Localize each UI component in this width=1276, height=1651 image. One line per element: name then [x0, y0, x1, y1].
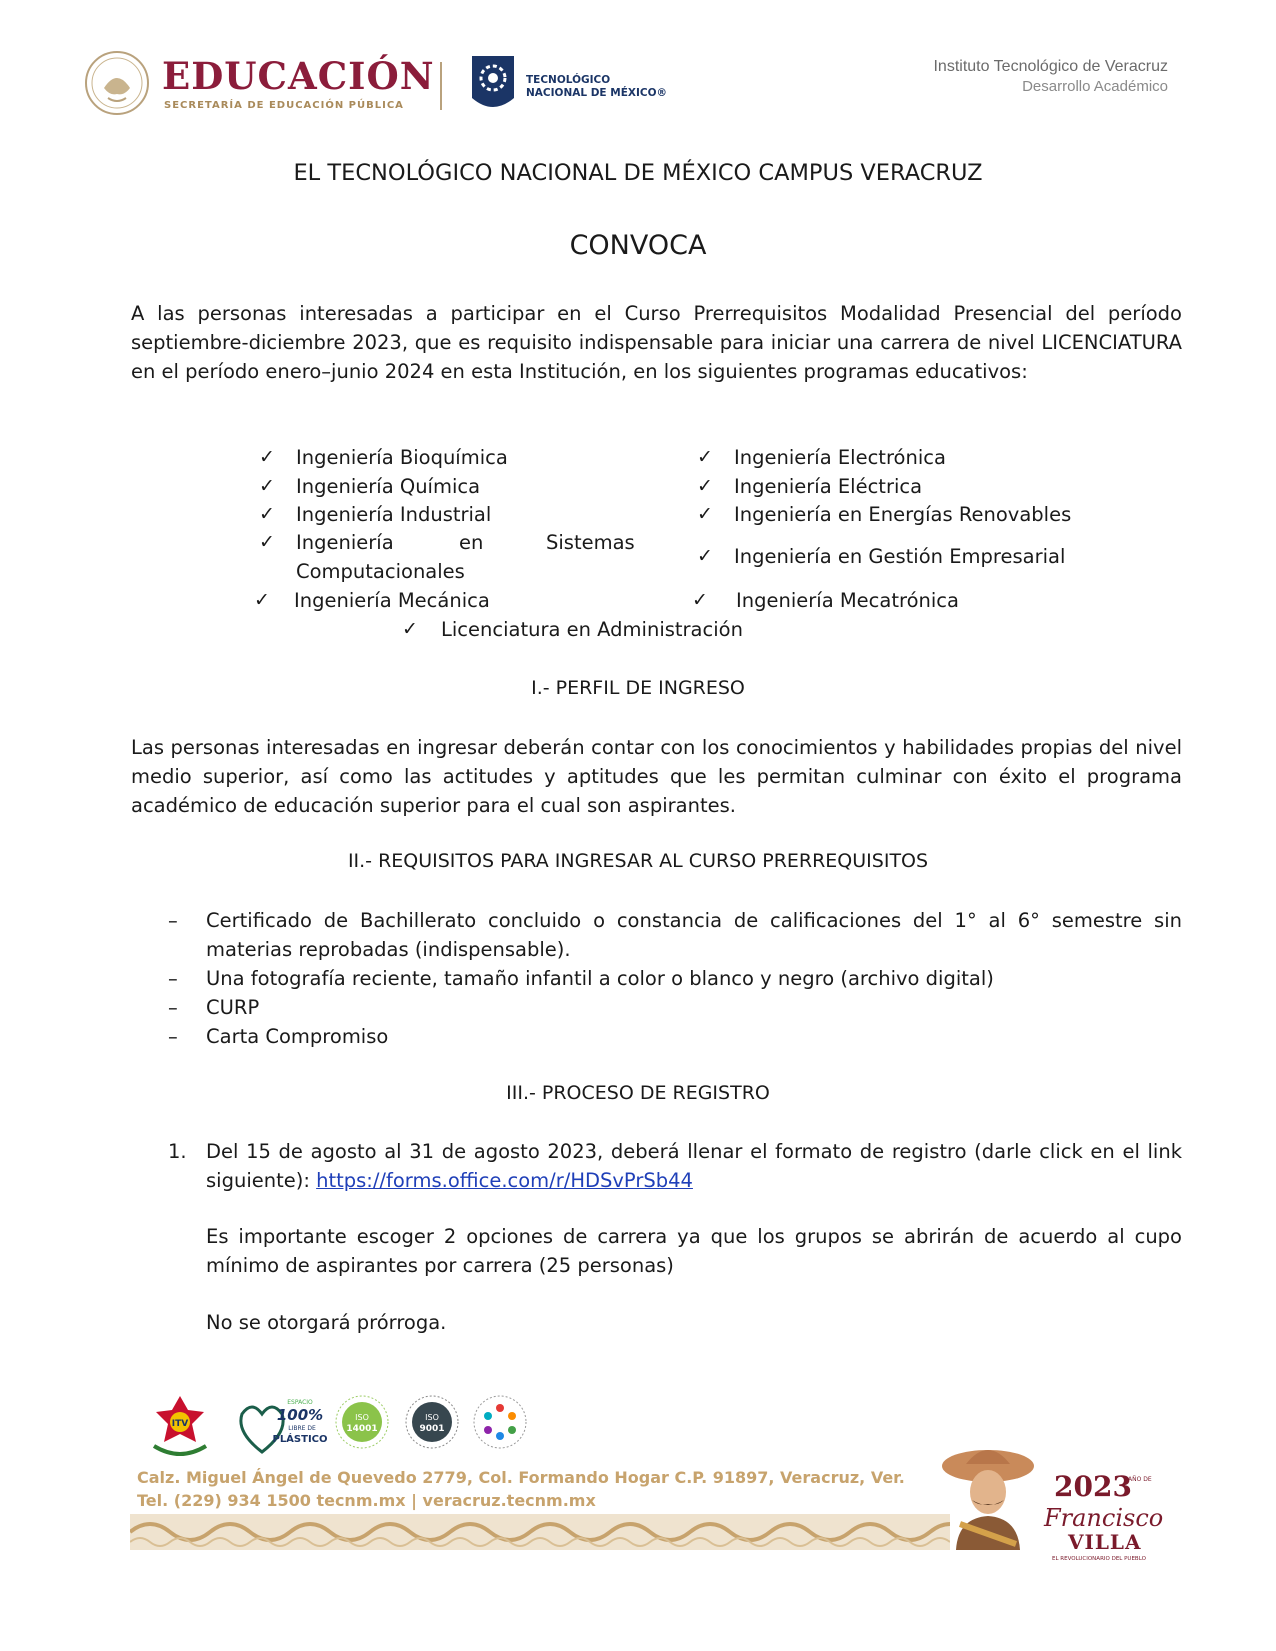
check-icon: ✓	[259, 475, 275, 497]
section-heading-perfil: I.- PERFIL DE INGRESO	[531, 677, 745, 699]
step-number: 1.	[168, 1140, 187, 1163]
requirement-text: Carta Compromiso	[206, 1025, 389, 1048]
check-icon: ✓	[259, 503, 275, 525]
iso2-number: 9001	[419, 1424, 445, 1434]
department-name: Desarrollo Académico	[1022, 78, 1168, 95]
mexico-seal-icon	[84, 50, 150, 116]
document-title: EL TECNOLÓGICO NACIONAL DE MÉXICO CAMPUS VERACRUZ	[293, 160, 983, 186]
educacion-logo	[84, 50, 464, 120]
tecnm-shield-icon	[470, 52, 516, 118]
plastic-line4: PLÁSTICO	[272, 1434, 328, 1445]
dash-bullet: –	[168, 1025, 178, 1048]
plastic-line2: 100%	[276, 1406, 324, 1424]
dash-bullet: –	[168, 967, 178, 990]
requirement-text: Una fotografía reciente, tamaño infantil a color o blanco y negro (archivo digital)	[206, 967, 994, 990]
institution-name: Instituto Tecnológico de Veracruz	[933, 58, 1168, 75]
check-icon: ✓	[259, 446, 275, 468]
check-icon: ✓	[697, 446, 713, 468]
perfil-paragraph: Las personas interesadas en ingresar deberán contar con los conocimientos y habilidades propias del nivel medio superior, así como las actitudes y aptitudes que les permitan culminar con éxito el programa académico de educación superior para el cual son aspirantes.	[131, 736, 1182, 817]
tecnm-name	[526, 74, 667, 100]
registration-form-link[interactable]: https://forms.office.com/r/HDSvPrSb44	[316, 1169, 693, 1192]
francisco-villa-portrait	[938, 1440, 1038, 1550]
tecnm-name-line1: TECNOLÓGICO	[526, 74, 611, 86]
program-item: Ingeniería Electrónica	[734, 446, 946, 469]
program-item: Licenciatura en Administración	[441, 618, 743, 641]
dash-bullet: –	[168, 909, 178, 932]
plastic-free-icon	[232, 1392, 328, 1458]
dash-bullet: –	[168, 996, 178, 1019]
program-item: Ingeniería en Gestión Empresarial	[734, 545, 1066, 568]
plastic-line3: LIBRE DE	[288, 1425, 316, 1432]
educacion-wordmark: EDUCACIÓN	[162, 54, 435, 98]
tecnm-logo	[470, 52, 670, 122]
iso-14001-icon	[334, 1392, 390, 1456]
program-item-word: Ingeniería	[296, 531, 394, 554]
iso2-label: ISO	[425, 1413, 439, 1422]
villa-name-first: Francisco	[1044, 1504, 1164, 1532]
check-icon: ✓	[259, 531, 275, 553]
decorative-pattern	[130, 1514, 950, 1550]
requirement-text: CURP	[206, 996, 260, 1019]
gender-equality-icon	[472, 1392, 528, 1456]
check-icon: ✓	[697, 545, 713, 567]
check-icon: ✓	[697, 503, 713, 525]
requirement-item	[168, 964, 994, 993]
itv-label: ITV	[171, 1419, 189, 1429]
iso-9001-icon	[404, 1392, 460, 1456]
header-divider	[440, 62, 442, 110]
section-heading-registro: III.- PROCESO DE REGISTRO	[506, 1082, 770, 1104]
iso1-number: 14001	[346, 1424, 378, 1434]
program-item: Ingeniería Mecatrónica	[736, 589, 959, 612]
iso1-label: ISO	[355, 1413, 369, 1422]
step-text	[206, 1137, 1182, 1195]
step-instruction: Del 15 de agosto al 31 de agosto 2023, deberá llenar el formato de registro (darle click en el link siguiente):	[206, 1140, 1182, 1192]
program-item-word: Sistemas	[546, 531, 635, 554]
check-icon: ✓	[697, 475, 713, 497]
villa-tagline: EL REVOLUCIONARIO DEL PUEBLO	[1052, 1556, 1146, 1562]
sep-subtitle: SECRETARÍA DE EDUCACIÓN PÚBLICA	[164, 100, 404, 111]
requirement-item	[168, 993, 260, 1022]
tecnm-name-line2: NACIONAL DE MÉXICO®	[526, 87, 668, 99]
program-item: Ingeniería Mecánica	[294, 589, 490, 612]
plastic-line1: ESPACIO	[287, 1399, 313, 1406]
program-item: Ingeniería en Energías Renovables	[734, 503, 1072, 526]
villa-name-last: VILLA	[1068, 1530, 1142, 1554]
check-icon: ✓	[254, 589, 270, 611]
requirement-item	[168, 1022, 389, 1051]
no-extension-note: No se otorgará prórroga.	[206, 1311, 447, 1334]
footer-address: Calz. Miguel Ángel de Quevedo 2779, Col. Formando Hogar C.P. 91897, Veracruz, Ver.	[137, 1468, 905, 1487]
year-number: 2023	[1054, 1470, 1132, 1503]
program-item: Ingeniería Bioquímica	[296, 446, 508, 469]
year-subtitle: AÑO DE	[1128, 1476, 1152, 1483]
program-item-word: Computacionales	[296, 560, 465, 583]
program-item: Ingeniería Eléctrica	[734, 475, 923, 498]
check-icon: ✓	[402, 618, 418, 640]
certification-logos	[148, 1392, 548, 1464]
check-icon: ✓	[692, 589, 708, 611]
section-heading-requisitos: II.- REQUISITOS PARA INGRESAR AL CURSO PRERREQUISITOS	[347, 850, 929, 872]
footer-contact: Tel. (229) 934 1500 tecnm.mx | veracruz.tecnm.mx	[137, 1491, 596, 1510]
requirement-text: Certificado de Bachillerato concluido o constancia de calificaciones del 1° al 6° semestre sin materias reprobadas (indispensable).	[206, 909, 1182, 961]
program-item: Ingeniería Química	[296, 475, 481, 498]
registration-step	[168, 1137, 1182, 1192]
career-options-note: Es importante escoger 2 opciones de carrera ya que los grupos se abrirán de acuerdo al cupo mínimo de aspirantes por carrera (25 personas)	[206, 1225, 1182, 1277]
requirement-item	[168, 906, 1182, 961]
year-logo	[1044, 1470, 1174, 1562]
document-subtitle: CONVOCA	[569, 230, 707, 261]
itv-emblem-icon	[148, 1392, 212, 1462]
intro-paragraph: A las personas interesadas a participar en el Curso Prerrequisitos Modalidad Presencial del período septiembre-diciembre 2023, que es requisito indispensable para iniciar una carrera de nivel LICENCIATURA en el período enero–junio 2024 en esta Institución, en los siguientes programas educativos:	[131, 302, 1182, 383]
program-item: Ingeniería Industrial	[296, 503, 492, 526]
program-item-word: en	[459, 531, 484, 554]
